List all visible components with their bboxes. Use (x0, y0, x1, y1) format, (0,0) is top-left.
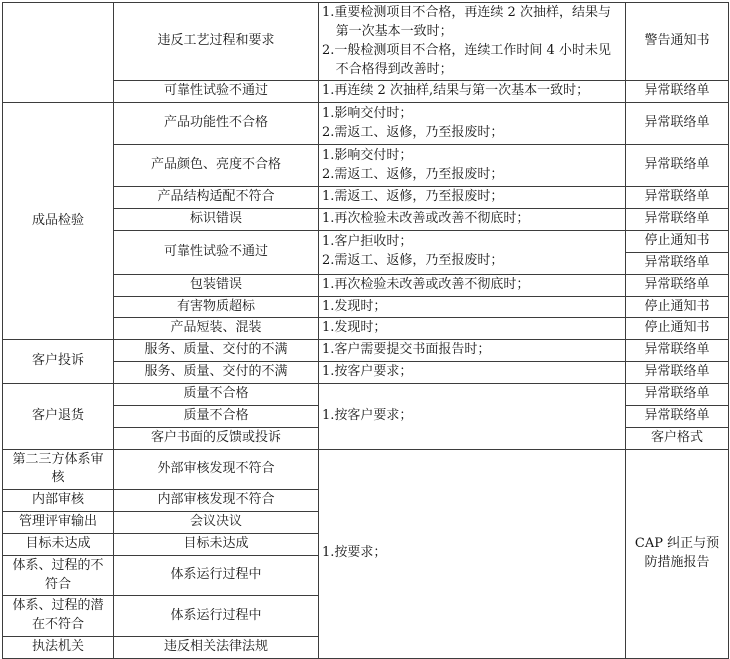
table-row (3, 383, 729, 405)
category-cell (3, 3, 114, 103)
condition-cell: 1.按客户要求； (319, 383, 626, 449)
category-cell: 客户退货 (3, 383, 114, 449)
nonconformity-handling-table (2, 2, 729, 659)
item-cell: 质量不合格 (114, 405, 319, 427)
output-cell: 异常联络单 (626, 103, 729, 145)
output-cell: 异常联络单 (626, 252, 729, 274)
condition-cell: 1.影响交付时； 2.需返工、返修，乃至报废时； (319, 103, 626, 145)
item-cell: 质量不合格 (114, 383, 319, 405)
item-cell: 外部审核发现不符合 (114, 449, 319, 490)
output-cell: 异常联络单 (626, 383, 729, 405)
category-cell: 体系、过程的不符合 (3, 555, 114, 596)
item-cell: 客户书面的反馈或投诉 (114, 427, 319, 449)
output-cell: 停止通知书 (626, 296, 729, 318)
output-cell: 警告通知书 (626, 3, 729, 81)
condition-cell: 1.按客户要求； (319, 362, 626, 384)
item-cell: 可靠性试验不通过 (114, 230, 319, 274)
table-row (3, 3, 729, 81)
item-cell: 标识错误 (114, 209, 319, 231)
item-cell: 可靠性试验不通过 (114, 81, 319, 103)
item-cell: 体系运行过程中 (114, 555, 319, 596)
item-cell: 服务、质量、交付的不满 (114, 340, 319, 362)
output-cell: 异常联络单 (626, 187, 729, 209)
condition-cell: 1.按要求； (319, 449, 626, 658)
category-cell: 内部审核 (3, 490, 114, 512)
output-cell: 异常联络单 (626, 274, 729, 296)
output-cell: 停止通知书 (626, 318, 729, 340)
item-cell: 会议决议 (114, 512, 319, 534)
table-row (3, 340, 729, 362)
item-cell: 包装错误 (114, 274, 319, 296)
output-cell: 异常联络单 (626, 362, 729, 384)
item-cell: 服务、质量、交付的不满 (114, 362, 319, 384)
condition-cell: 1.再次检验未改善或改善不彻底时； (319, 209, 626, 231)
item-cell: 内部审核发现不符合 (114, 490, 319, 512)
output-cell: 异常联络单 (626, 405, 729, 427)
condition-cell: 1.需返工、返修，乃至报废时； (319, 187, 626, 209)
category-cell: 目标未达成 (3, 533, 114, 555)
item-cell: 产品颜色、亮度不合格 (114, 145, 319, 187)
item-cell: 体系运行过程中 (114, 596, 319, 637)
condition-cell: 1.再连续 2 次抽样,结果与第一次基本一致时； (319, 81, 626, 103)
category-cell: 管理评审输出 (3, 512, 114, 534)
output-cell: 客户格式 (626, 427, 729, 449)
condition-cell: 1.客户拒收时； 2.需返工、返修，乃至报废时； (319, 230, 626, 274)
output-cell: 异常联络单 (626, 145, 729, 187)
category-cell: 第二三方体系审核 (3, 449, 114, 490)
output-cell: CAP 纠正与预防措施报告 (626, 449, 729, 658)
item-cell: 产品短装、混装 (114, 318, 319, 340)
category-cell: 客户投诉 (3, 340, 114, 384)
output-cell: 异常联络单 (626, 209, 729, 231)
category-cell: 体系、过程的潜在不符合 (3, 596, 114, 637)
item-cell: 违反工艺过程和要求 (114, 3, 319, 81)
output-cell: 停止通知书 (626, 230, 729, 252)
condition-cell: 1.客户需要提交书面报告时； (319, 340, 626, 362)
output-cell: 异常联络单 (626, 340, 729, 362)
item-cell: 有害物质超标 (114, 296, 319, 318)
condition-cell: 1.发现时； (319, 296, 626, 318)
item-cell: 目标未达成 (114, 533, 319, 555)
output-cell: 异常联络单 (626, 81, 729, 103)
table-row (3, 103, 729, 145)
item-cell: 违反相关法律法规 (114, 637, 319, 659)
condition-cell: 1.发现时； (319, 318, 626, 340)
item-cell: 产品结构适配不符合 (114, 187, 319, 209)
condition-cell: 1.影响交付时； 2.需返工、返修，乃至报废时； (319, 145, 626, 187)
item-cell: 产品功能性不合格 (114, 103, 319, 145)
table-row (3, 449, 729, 490)
condition-cell: 1.重要检测项目不合格，再连续 2 次抽样，结果与第一次基本一致时； 2.一般检测项目不合格，连续工作时间 4 小时未见不合格得到改善时； (319, 3, 626, 81)
category-cell: 成品检验 (3, 103, 114, 340)
condition-cell: 1.再次检验未改善或改善不彻底时； (319, 274, 626, 296)
category-cell: 执法机关 (3, 637, 114, 659)
